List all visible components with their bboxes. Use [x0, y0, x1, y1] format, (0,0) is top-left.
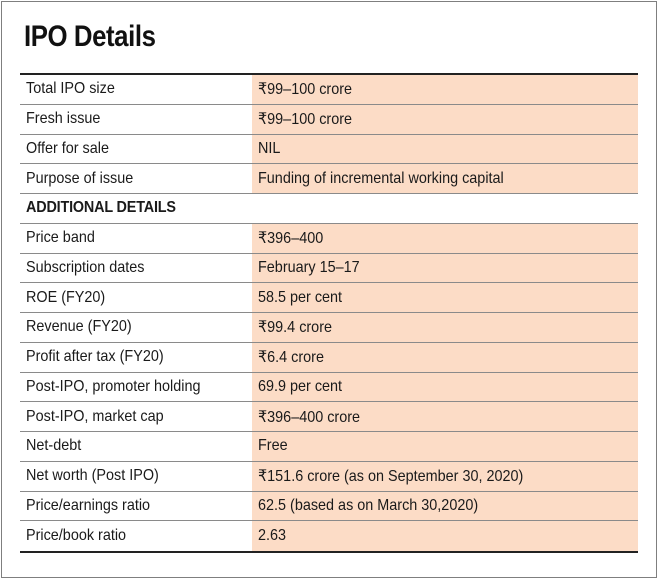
table-row [20, 254, 638, 284]
row-value: ₹396–400 crore [258, 408, 361, 426]
row-value: 2.63 [258, 527, 287, 545]
row-value: February 15–17 [258, 258, 360, 276]
row-label: Post-IPO, market cap [26, 407, 164, 425]
row-value: ₹99.4 crore [258, 319, 332, 337]
row-label: ROE (FY20) [26, 288, 106, 306]
page-title: IPO Details [24, 20, 156, 53]
row-label: Offer for sale [26, 139, 109, 157]
row-value: ₹396–400 [258, 230, 324, 248]
row-label: Net-debt [26, 437, 82, 455]
row-label: Net worth (Post IPO) [26, 467, 159, 485]
ipo-details-card [1, 1, 657, 578]
row-value: ₹99–100 crore [258, 81, 353, 99]
row-label: Post-IPO, promoter holding [26, 377, 201, 395]
table-row [20, 343, 638, 373]
table-row [20, 521, 638, 551]
row-value: ₹99–100 crore [258, 111, 353, 129]
row-label: Price band [26, 229, 95, 247]
row-value: 69.9 per cent [258, 377, 343, 395]
table-row [20, 283, 638, 313]
row-value: 62.5 (based as on March 30,2020) [258, 496, 479, 514]
row-label: Purpose of issue [26, 169, 134, 187]
row-value: Free [258, 437, 288, 455]
row-value: 58.5 per cent [258, 288, 343, 306]
row-label: Subscription dates [26, 258, 145, 276]
table-row [20, 105, 638, 135]
row-value: Funding of incremental working capital [258, 169, 504, 187]
row-label: Price/earnings ratio [26, 496, 151, 514]
table-row [20, 492, 638, 522]
table-row [20, 313, 638, 343]
table-row [20, 373, 638, 403]
row-value: ₹6.4 crore [258, 349, 324, 367]
table-row [20, 224, 638, 254]
table-row [20, 432, 638, 462]
table-row [20, 462, 638, 492]
row-value: NIL [258, 139, 281, 157]
table-row [20, 135, 638, 165]
row-label: Revenue (FY20) [26, 318, 132, 336]
row-label: Profit after tax (FY20) [26, 348, 164, 366]
table-row [20, 75, 638, 105]
table-row [20, 164, 638, 194]
row-label: Fresh issue [26, 110, 101, 128]
row-label: Price/book ratio [26, 527, 127, 545]
table-row [20, 402, 638, 432]
section-heading: ADDITIONAL DETAILS [26, 199, 176, 217]
row-label: Total IPO size [26, 80, 115, 98]
section-heading-row [20, 194, 638, 224]
ipo-details-table [20, 73, 638, 553]
row-value: ₹151.6 crore (as on September 30, 2020) [258, 468, 524, 486]
